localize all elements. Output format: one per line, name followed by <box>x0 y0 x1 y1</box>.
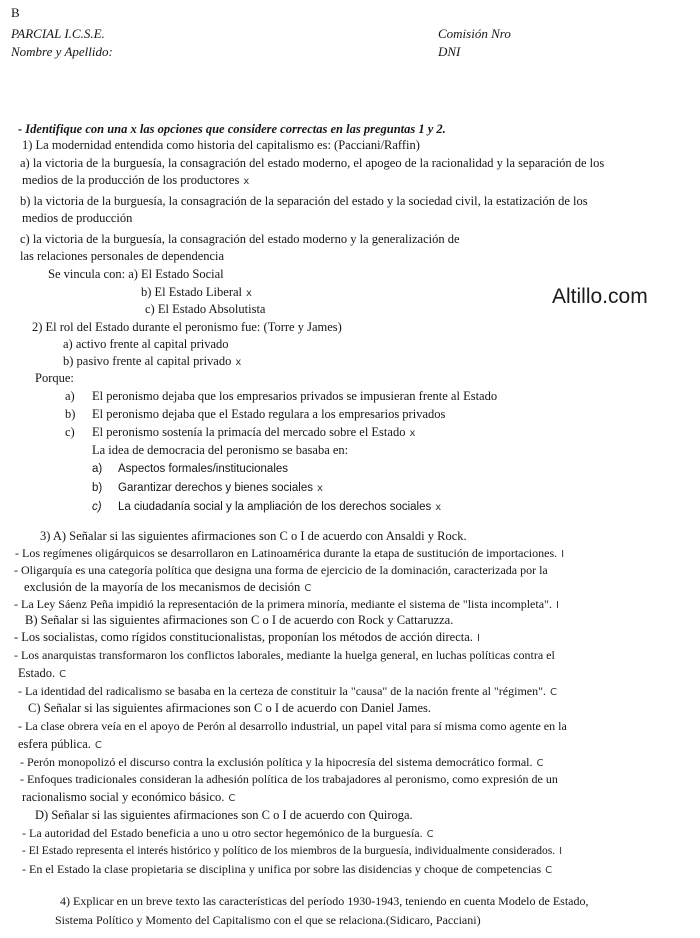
answer-mark: C <box>59 669 67 680</box>
q1-option-a: a) la victoria de la burguesía, la consagración del estado moderno, el apogeo de la racionalidad y la separación de los <box>20 156 605 170</box>
q3-a-title: 3) A) Señalar si las siguientes afirmaciones son C o I de acuerdo con Ansaldi y Rock. <box>40 529 467 543</box>
answer-mark: I <box>476 633 480 644</box>
q2-why-a: El peronismo dejaba que los empresarios privados se impusieran frente al Estado <box>92 389 498 403</box>
q2-title: 2) El rol del Estado durante el peronismo fue: (Torre y James) <box>32 320 342 334</box>
q2-democracy-title: La idea de democracia del peronismo se basaba en: <box>92 443 349 457</box>
q1-option-c: c) la victoria de la burguesía, la consagración del estado moderno y la generalización de <box>20 232 460 246</box>
q1-option-c-cont: las relaciones personales de dependencia <box>20 249 225 263</box>
q1-link-b: b) El Estado Liberal x <box>141 285 252 299</box>
answer-mark: C <box>304 583 312 594</box>
answer-mark: x <box>435 502 442 513</box>
q2-dem-c: La ciudadanía social y la ampliación de los derechos sociales x <box>118 501 442 513</box>
q3-d-item-2: - El Estado representa el interés histórico y político de los miembros de la burguesía, individualmente considerados. I <box>22 845 563 857</box>
q3-c-title: C) Señalar si las siguientes afirmaciones son C o I de acuerdo con Daniel James. <box>28 701 432 715</box>
exam-title: PARCIAL I.C.S.E. <box>11 26 105 41</box>
answer-mark: x <box>409 428 416 439</box>
answer-mark: x <box>243 176 250 187</box>
q2-dem-c-label: c) <box>92 501 102 513</box>
q1-option-b: b) la victoria de la burguesía, la consagración de la separación del estado y la sociedad civil, la estatización de los <box>20 194 588 208</box>
commission-label: Comisión Nro <box>438 26 511 41</box>
dni-label: DNI <box>438 44 461 59</box>
q3-b-title: B) Señalar si las siguientes afirmaciones son C o I de acuerdo con Rock y Cattaruzza. <box>25 613 454 627</box>
q2-why: Porque: <box>35 371 74 385</box>
exam-version-letter: B <box>11 5 20 20</box>
q2-dem-a: Aspectos formales/institucionales <box>118 463 289 475</box>
q3-c-item-1-cont: esfera pública. C <box>18 737 102 751</box>
q2-why-b: El peronismo dejaba que el Estado regulara a los empresarios privados <box>92 407 446 421</box>
q3-c-item-1: - La clase obrera veía en el apoyo de Perón al desarrollo industrial, un papel vital para sí misma como agente en la <box>18 719 567 733</box>
q3-d-item-1: - La autoridad del Estado beneficia a uno u otro sector hegemónico de la burguesía. C <box>22 826 434 840</box>
q3-d-item-3: - En el Estado la clase propietaria se disciplina y unifica por sobre las disidencias y choque de competencias C <box>22 862 553 876</box>
q3-b-item-3: - La identidad del radicalismo se basaba en la certeza de constituir la "causa" de la nación frente al "régimen". C <box>18 684 558 698</box>
q2-option-b: b) pasivo frente al capital privado x <box>63 354 242 368</box>
q2-why-c: El peronismo sostenía la primacía del mercado sobre el Estado x <box>92 425 416 439</box>
q2-why-c-label: c) <box>65 425 75 439</box>
q1-title: 1) La modernidad entendida como historia del capitalismo es: (Pacciani/Raffin) <box>22 138 420 152</box>
watermark: Altillo.com <box>552 285 648 308</box>
answer-mark: C <box>426 829 434 840</box>
q3-c-item-2: - Perón monopolizó el discurso contra la exclusión política y la hipocresía del sistema democrático formal. C <box>20 755 544 769</box>
name-label: Nombre y Apellido: <box>11 44 113 59</box>
q2-dem-b: Garantizar derechos y bienes sociales x <box>118 482 323 494</box>
answer-mark: I <box>561 549 565 560</box>
answer-mark: C <box>550 687 558 698</box>
q2-dem-b-label: b) <box>92 482 103 494</box>
q1-option-a-cont: medios de la producción de los productores x <box>22 173 250 187</box>
q3-a-item-2-cont: exclusión de la mayoría de los mecanismos de decisión C <box>24 580 312 594</box>
q3-b-item-2-cont: Estado. C <box>18 666 67 680</box>
instruction: - Identifique con una x las opciones que considere correctas en las preguntas 1 y 2. <box>18 122 446 136</box>
answer-mark: I <box>555 600 559 611</box>
q2-option-a: a) activo frente al capital privado <box>63 337 229 351</box>
q3-a-item-1: - Los regímenes oligárquicos se desarrollaron en Latinoamérica durante la etapa de sustitución de importaciones. I <box>15 546 565 560</box>
q3-c-item-3: - Enfoques tradicionales consideran la adhesión política de los trabajadores al peronismo, como expresión de un <box>20 772 558 786</box>
q3-a-item-2: - Oligarquía es una categoría política que designa una forma de ejercicio de la dominación, caracterizada por la <box>14 563 548 577</box>
answer-mark: C <box>536 758 544 769</box>
q3-a-item-3: - La Ley Sáenz Peña impidió la representación de la primera minoría, mediante el sistema de "lista incompleta". I <box>14 597 559 611</box>
q3-b-item-1: - Los socialistas, como rígidos constitucionalistas, proponían los métodos de acción directa. I <box>14 630 480 644</box>
answer-mark: x <box>235 357 242 368</box>
answer-mark: I <box>559 846 563 857</box>
answer-mark: x <box>316 483 323 494</box>
q3-b-item-2: - Los anarquistas transformaron los conflictos laborales, mediante la huelga general, en luchas políticas contra el <box>14 648 555 662</box>
answer-mark: C <box>94 740 102 751</box>
answer-mark: C <box>545 865 553 876</box>
q2-why-a-label: a) <box>65 389 75 403</box>
q3-d-title: D) Señalar si las siguientes afirmaciones son C o I de acuerdo con Quiroga. <box>35 808 413 822</box>
q4-line-2: Sistema Político y Momento del Capitalismo con el que se relaciona.(Sidicaro, Pacciani) <box>55 913 481 927</box>
answer-mark: x <box>246 288 252 299</box>
q4-line-1: 4) Explicar en un breve texto las características del período 1930-1943, teniendo en cuenta Modelo de Estado, <box>60 894 589 908</box>
q2-why-b-label: b) <box>65 407 76 421</box>
answer-mark: C <box>228 793 236 804</box>
q2-dem-a-label: a) <box>92 463 103 475</box>
q1-option-b-cont: medios de producción <box>22 211 133 225</box>
q1-link-c: c) El Estado Absolutista <box>145 302 266 316</box>
q3-c-item-3-cont: racionalismo social y económico básico. C <box>22 790 236 804</box>
q1-link-intro: Se vincula con: a) El Estado Social <box>48 267 224 281</box>
